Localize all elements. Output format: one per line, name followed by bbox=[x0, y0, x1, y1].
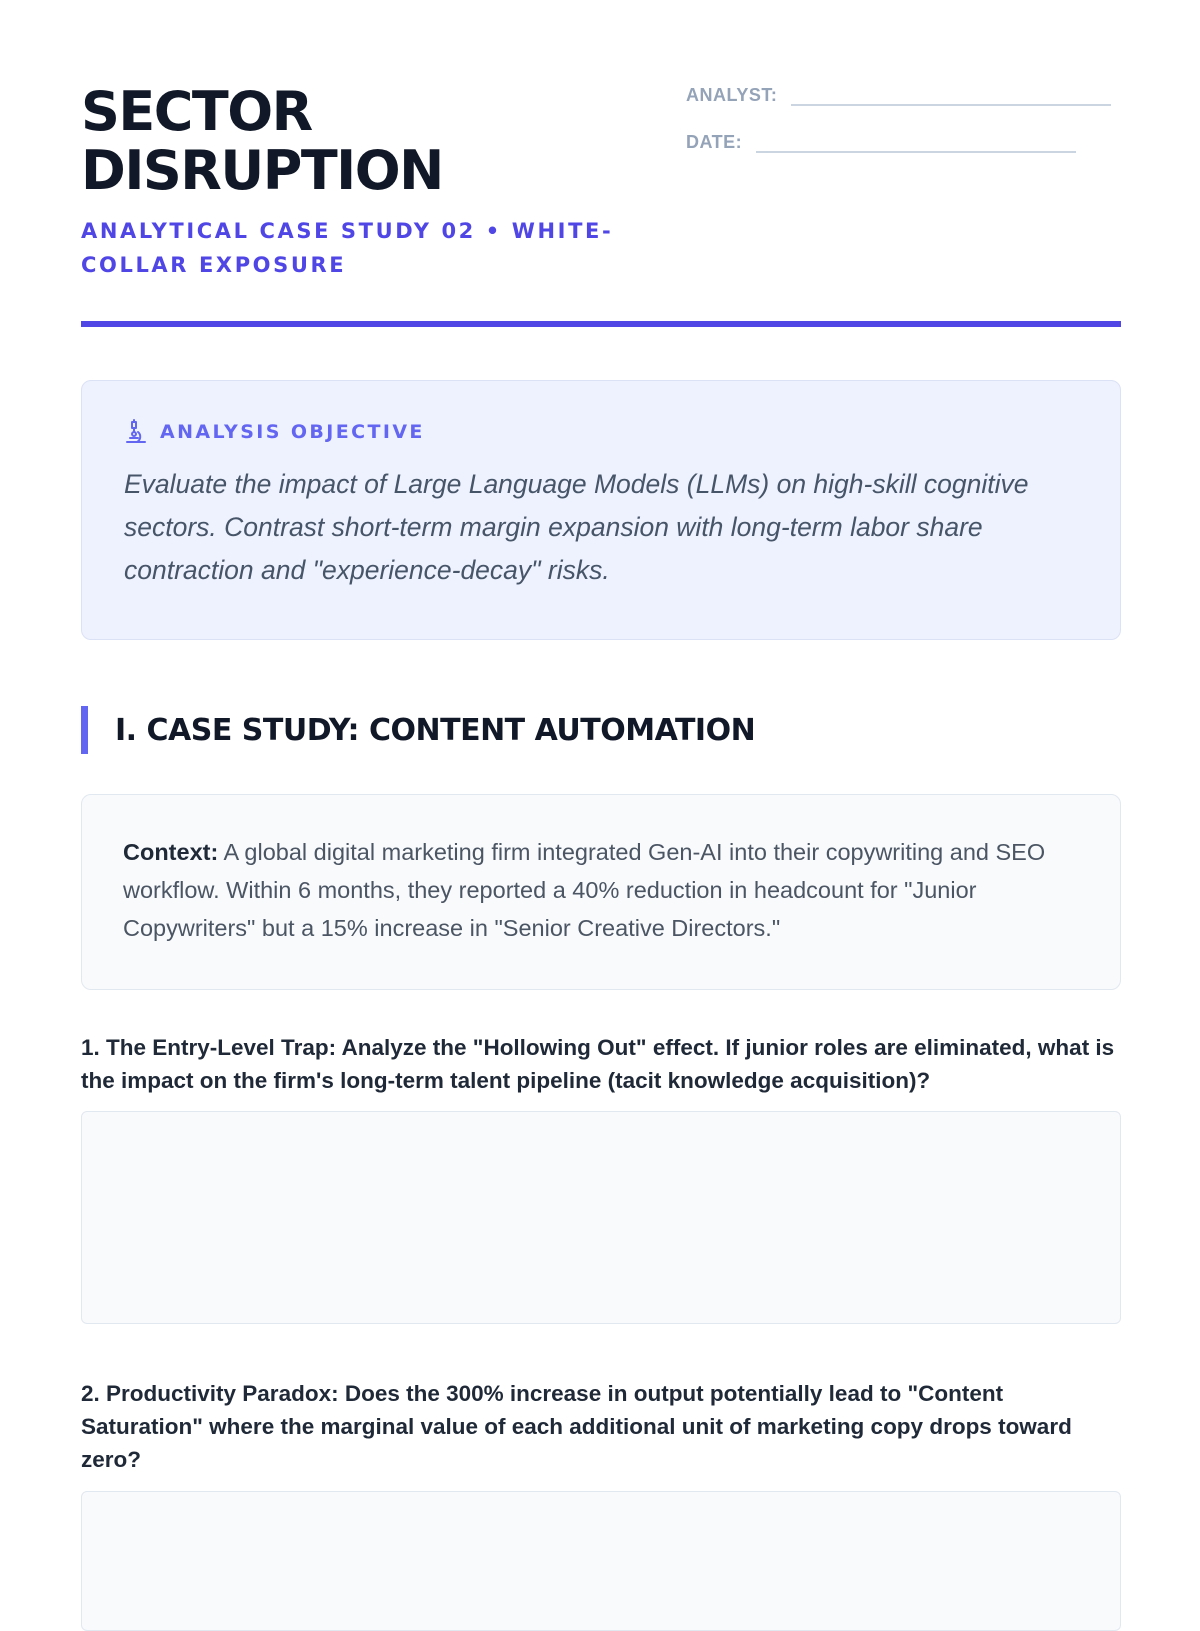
microscope-icon bbox=[124, 419, 148, 445]
question-2: 2. Productivity Paradox: Does the 300% increase in output potentially lead to "Content Saturation" where the marginal value of each additional unit of marketing copy drops toward zero? bbox=[81, 1381, 1072, 1472]
date-input-line[interactable] bbox=[756, 131, 1076, 153]
analyst-input-line[interactable] bbox=[791, 84, 1111, 106]
page-header bbox=[81, 0, 1121, 328]
context-text: A global digital marketing firm integrated Gen-AI into their copywriting and SEO workflow. Within 6 months, they reported a 40% reduction in headcount for "Junior Copywriters" but a 15% increase in "Senior Creative Directors." bbox=[123, 839, 1046, 941]
case-context-box bbox=[81, 794, 1121, 990]
header-divider bbox=[81, 321, 1121, 327]
objective-text: Evaluate the impact of Large Language Models (LLMs) on high-skill cognitive sectors. Contrast short-term margin expansion with long-term labor share contraction and "experience-decay" risks. bbox=[124, 469, 1029, 585]
title-line-1: SECTOR bbox=[81, 80, 312, 143]
objective-heading: ANALYSIS OBJECTIVE bbox=[160, 421, 425, 443]
context-label: Context: bbox=[123, 839, 219, 865]
date-label: DATE: bbox=[686, 132, 743, 152]
analyst-label: ANALYST: bbox=[686, 85, 778, 105]
answer-box-1[interactable] bbox=[81, 1111, 1121, 1324]
date-field bbox=[686, 131, 1076, 153]
worksheet-page bbox=[81, 0, 1121, 1472]
answer-box-2[interactable] bbox=[81, 1491, 1121, 1631]
section-heading: I. CASE STUDY: CONTENT AUTOMATION bbox=[81, 706, 755, 754]
analyst-field bbox=[686, 84, 1111, 106]
page-title bbox=[81, 82, 641, 200]
page-subtitle: ANALYTICAL CASE STUDY 02 • WHITE-COLLAR EXPOSURE bbox=[81, 219, 614, 277]
title-line-2: DISRUPTION bbox=[81, 139, 443, 202]
question-1: 1. The Entry-Level Trap: Analyze the "Hollowing Out" effect. If junior roles are eliminated, what is the impact on the firm's long-term talent pipeline (tacit knowledge acquisition)? bbox=[81, 1035, 1115, 1093]
objective-heading-row bbox=[124, 419, 1078, 445]
analysis-objective-box bbox=[81, 380, 1121, 640]
